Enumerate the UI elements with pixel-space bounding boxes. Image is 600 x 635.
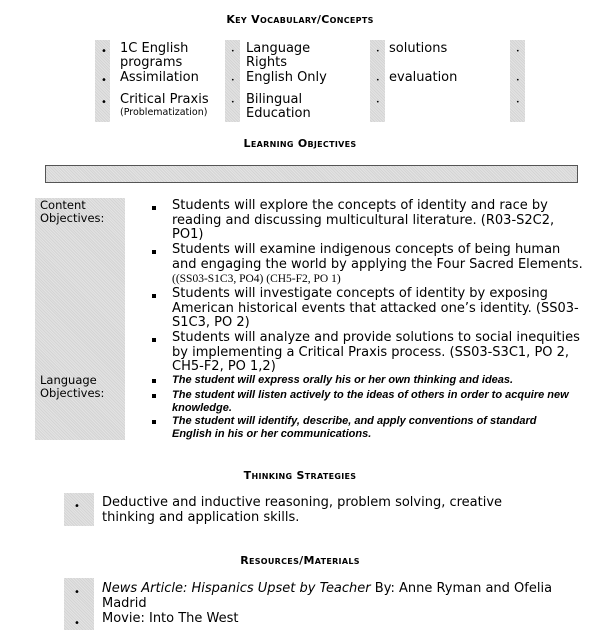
vocab-term: 1C English programs: [120, 41, 189, 70]
bullet-icon: •: [74, 618, 80, 629]
square-bullet-icon: [152, 250, 156, 254]
language-objective: The student will identify, describe, and apply conventions of standard English in his or her communications.: [172, 415, 537, 440]
bullet-icon: •: [74, 587, 80, 598]
vocab-term: solutions: [389, 41, 448, 56]
article-title: News Article: Hispanics Upset by Teacher: [102, 581, 371, 596]
objectives-bar: [45, 165, 578, 183]
language-objective: The student will listen actively to the ideas of others in order to acquire new knowledge.: [172, 389, 569, 414]
bullet-icon: •: [516, 99, 520, 106]
square-bullet-icon: [152, 379, 156, 383]
vocab-term: Critical Praxis: [120, 92, 209, 107]
bullet-icon: •: [516, 48, 520, 55]
vocab-term: Assimilation: [120, 70, 199, 85]
content-objective: Students will investigate concepts of identity by exposing American historical events that attacked one’s identity. (SS03-S1C3, PO 2): [172, 286, 579, 331]
bullet-icon: •: [101, 46, 107, 57]
vocab-term: English Only: [246, 70, 327, 85]
language-objectives-label: Language Objectives:: [40, 373, 105, 400]
article-authors: By: Anne Ryman and Ofelia Madrid: [102, 581, 553, 611]
vocab-term: evaluation: [389, 70, 458, 85]
resources-heading: Resources/Materials: [240, 554, 360, 567]
objectives-label-column: [35, 198, 125, 440]
square-bullet-icon: [152, 294, 156, 298]
objective-text: Students will examine indigenous concepts of being human and engaging the world by applying the Four Sacred Elements.: [172, 242, 583, 272]
vocab-heading: Key Vocabulary/Concepts: [226, 13, 374, 26]
bullet-icon: •: [74, 501, 80, 512]
vocab-term-note: (Problematization): [120, 107, 208, 118]
thinking-strategy: Deductive and inductive reasoning, problem solving, creative thinking and application skills.: [102, 495, 503, 525]
content-objective: Students will explore the concepts of identity and race by reading and discussing multicultural literature. (R03-S2C2, PO1): [172, 198, 555, 243]
content-objective: Students will analyze and provide solutions to social inequities by implementing a Critical Praxis process. (SS03-S3C1, PO 2, CH5-F2, PO 1,2): [172, 330, 580, 375]
resource-article: [102, 581, 572, 611]
bullet-icon: •: [101, 75, 107, 86]
thinking-heading: Thinking Strategies: [243, 469, 357, 482]
content-objective: [172, 243, 584, 287]
bullet-icon: •: [376, 48, 380, 55]
bullet-icon: •: [231, 99, 235, 106]
bullet-icon: •: [101, 97, 107, 108]
resource-movie: Movie: Into The West: [102, 611, 239, 626]
objectives-heading: Learning Objectives: [243, 137, 357, 150]
language-objective: The student will express orally his or her own thinking and ideas.: [172, 374, 514, 386]
vocab-term: Bilingual Education: [246, 92, 311, 121]
square-bullet-icon: [152, 394, 156, 398]
square-bullet-icon: [152, 420, 156, 424]
objective-reference: ((SS03-S1C3, PO4) (CH5-F2, PO 1): [172, 273, 341, 286]
bullet-icon: •: [376, 77, 380, 84]
bullet-icon: •: [231, 77, 235, 84]
vocab-term: Language Rights: [246, 41, 311, 70]
bullet-icon: •: [516, 77, 520, 84]
bullet-icon: •: [231, 48, 235, 55]
bullet-icon: •: [376, 99, 380, 106]
content-objectives-label: Content Objectives:: [40, 198, 105, 225]
square-bullet-icon: [152, 206, 156, 210]
square-bullet-icon: [152, 338, 156, 342]
